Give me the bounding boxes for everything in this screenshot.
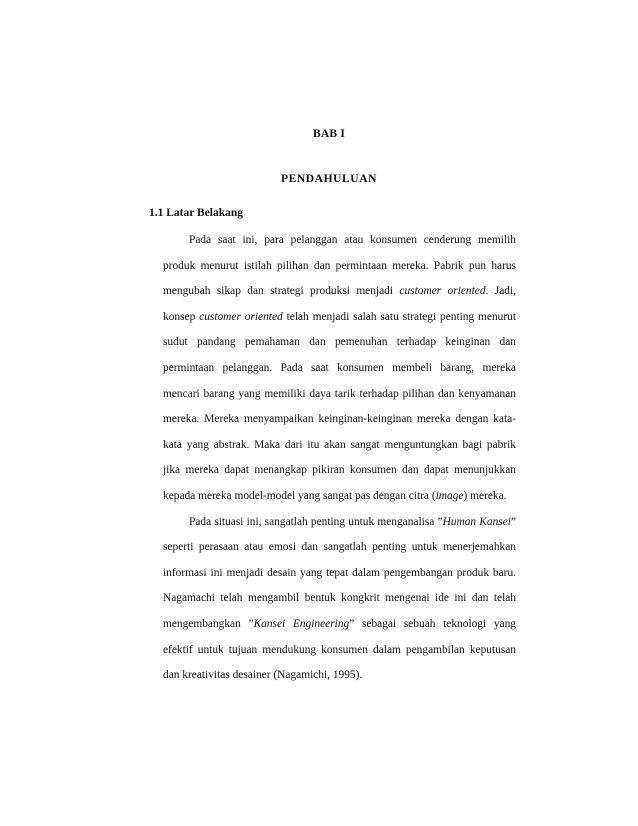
paragraph-1-text-1: Pada saat ini, para pelanggan atau konsumen cenderung memilih produk menurut istilah pilihan dan permintaan mereka. Pabrik pun harus mengubah sikap dan strategi produksi menjadi xyxy=(163,234,516,298)
paragraph-2-italic-1: Human Kansei xyxy=(442,515,511,528)
paragraph-1-italic-2: customer oriented xyxy=(199,310,283,323)
paragraph-1-text-3: telah menjadi salah satu strategi penting menurut sudut pandang pemahaman dan pemenuhan terhadap keinginan dan permintaan pelanggan. Pada saat konsumen membeli barang, mereka mencari barang yang memiliki daya tarik terhadap pilihan dan kenyamanan mereka. Mereka menyampaikan keinginan-keinginan mereka dengan kata-kata yang abstrak. Maka dari itu akan sangat menguntungkan bagi pabrik jika mereka dapat menangkap pikiran konsumen dan dapat menunjukkan kepada mereka model-model yang sangat pas dengan citra ( xyxy=(163,310,516,502)
paragraph-2-text-3: ” sebagai sebuah teknologi yang efektif untuk tujuan mendukung konsumen dalam pengambilan keputusan dan kreativitas desainer (Nagamichi, 1995). xyxy=(163,617,516,682)
paragraph-1-italic-3: image xyxy=(435,489,464,502)
paragraph-1-text-2: . Jadi, konsep xyxy=(163,285,516,323)
section-heading: 1.1 Latar Belakang xyxy=(149,207,244,219)
paragraph-2 xyxy=(163,510,516,689)
paragraph-2-text-2: ” seperti perasaan atau emosi dan sangatlah penting untuk menerjemahkan informasi ini menjadi desain yang tepat dalam pengembangan produk baru. Nagamachi telah mengambil bentuk kongkrit mengenai ide ini dan telah mengembangkan ” xyxy=(163,515,516,630)
paragraph-2-text-1: Pada situasi ini, sangatlah penting untuk menganalisa ” xyxy=(189,515,443,528)
paragraph-1-italic-1: customer oriented xyxy=(399,285,486,298)
chapter-number: BAB I xyxy=(313,128,345,140)
chapter-title: PENDAHULUAN xyxy=(280,173,378,185)
body-text xyxy=(163,228,516,689)
paragraph-2-italic-2: Kansei Engineering xyxy=(253,617,350,630)
paragraph-1 xyxy=(163,228,516,510)
paragraph-1-text-4: ) mereka. xyxy=(463,489,507,502)
